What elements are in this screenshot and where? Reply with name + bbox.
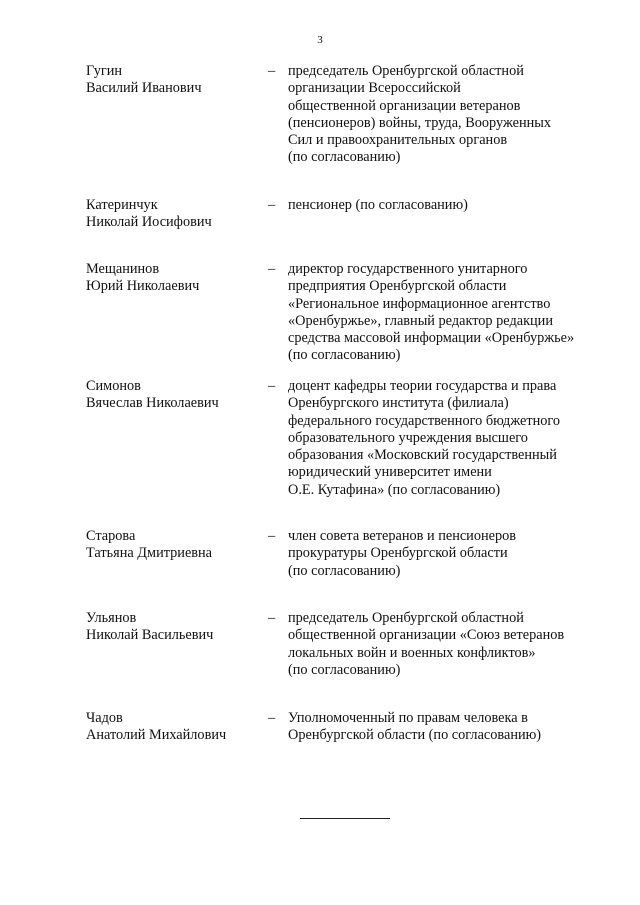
member-given-names: Николай Васильевич — [86, 627, 214, 644]
position-line: организации Всероссийской — [288, 80, 461, 97]
member-position — [288, 197, 608, 214]
end-of-list-divider — [300, 818, 390, 819]
position-line: (пенсионеров) войны, труда, Вооруженных — [288, 114, 552, 131]
member-given-names: Татьяна Дмитриевна — [86, 545, 213, 562]
member-given-names: Вячеслав Николаевич — [86, 395, 219, 412]
member-name — [86, 378, 266, 413]
position-line: председатель Оренбургской областной — [288, 610, 524, 626]
member-surname: Чадов — [86, 710, 123, 726]
position-line: член совета ветеранов и пенсионеров — [288, 528, 517, 544]
member-position — [288, 378, 608, 499]
member-name — [86, 261, 266, 296]
member-position — [288, 528, 608, 580]
dash-separator: – — [268, 63, 276, 79]
member-position — [288, 710, 608, 745]
dash-separator: – — [268, 610, 276, 626]
member-given-names: Анатолий Михайлович — [86, 727, 227, 744]
member-position — [288, 261, 608, 365]
dash-separator: – — [268, 710, 276, 726]
position-line: Оренбургского института (филиала) — [288, 395, 509, 412]
position-line: средства массовой информации «Оренбуржье» — [288, 330, 575, 347]
member-surname: Катеринчук — [86, 197, 158, 213]
position-line: пенсионер (по согласованию) — [288, 197, 468, 213]
position-line: О.Е. Кутафина» (по согласованию) — [288, 481, 501, 498]
dash-separator: – — [268, 528, 276, 544]
position-line: председатель Оренбургской областной — [288, 63, 524, 79]
position-line: Сил и правоохранительных органов — [288, 132, 508, 149]
member-given-names: Юрий Николаевич — [86, 278, 200, 295]
dash-separator: – — [268, 197, 276, 213]
position-line: локальных войн и военных конфликтов» — [288, 644, 536, 661]
member-name — [86, 528, 266, 563]
dash-separator: – — [268, 261, 276, 277]
position-line: Уполномоченный по правам человека в — [288, 710, 528, 726]
position-line: образования «Московский государственный — [288, 447, 557, 464]
position-line: (по согласованию) — [288, 149, 401, 166]
member-given-names: Василий Иванович — [86, 80, 202, 97]
position-line: общественной организации ветеранов — [288, 97, 521, 114]
position-line: образовательного учреждения высшего — [288, 429, 528, 446]
member-position — [288, 610, 608, 679]
member-surname: Гугин — [86, 63, 123, 79]
position-line: (по согласованию) — [288, 562, 401, 579]
page-number: 3 — [317, 34, 323, 46]
position-line: (по согласованию) — [288, 661, 401, 678]
position-line: прокуратуры Оренбургской области — [288, 545, 508, 562]
member-surname: Мещанинов — [86, 261, 160, 277]
dash-separator: – — [268, 378, 276, 394]
position-line: директор государственного унитарного — [288, 261, 528, 277]
member-position — [288, 63, 608, 167]
position-line: предприятия Оренбургской области — [288, 278, 507, 295]
position-line: «Оренбуржье», главный редактор редакции — [288, 312, 553, 329]
member-given-names: Николай Иосифович — [86, 214, 212, 231]
position-line: общественной организации «Союз ветеранов — [288, 627, 565, 644]
position-line: федерального государственного бюджетного — [288, 412, 561, 429]
position-line: юридический университет имени — [288, 464, 492, 481]
position-line: доцент кафедры теории государства и права — [288, 378, 557, 394]
member-name — [86, 63, 266, 98]
member-name — [86, 710, 266, 745]
member-surname: Симонов — [86, 378, 141, 394]
member-name — [86, 610, 266, 645]
position-line: (по согласованию) — [288, 347, 401, 364]
member-name — [86, 197, 266, 232]
position-line: «Региональное информационное агентство — [288, 295, 551, 312]
member-surname: Ульянов — [86, 610, 137, 626]
member-surname: Старова — [86, 528, 136, 544]
position-line: Оренбургской области (по согласованию) — [288, 727, 542, 744]
